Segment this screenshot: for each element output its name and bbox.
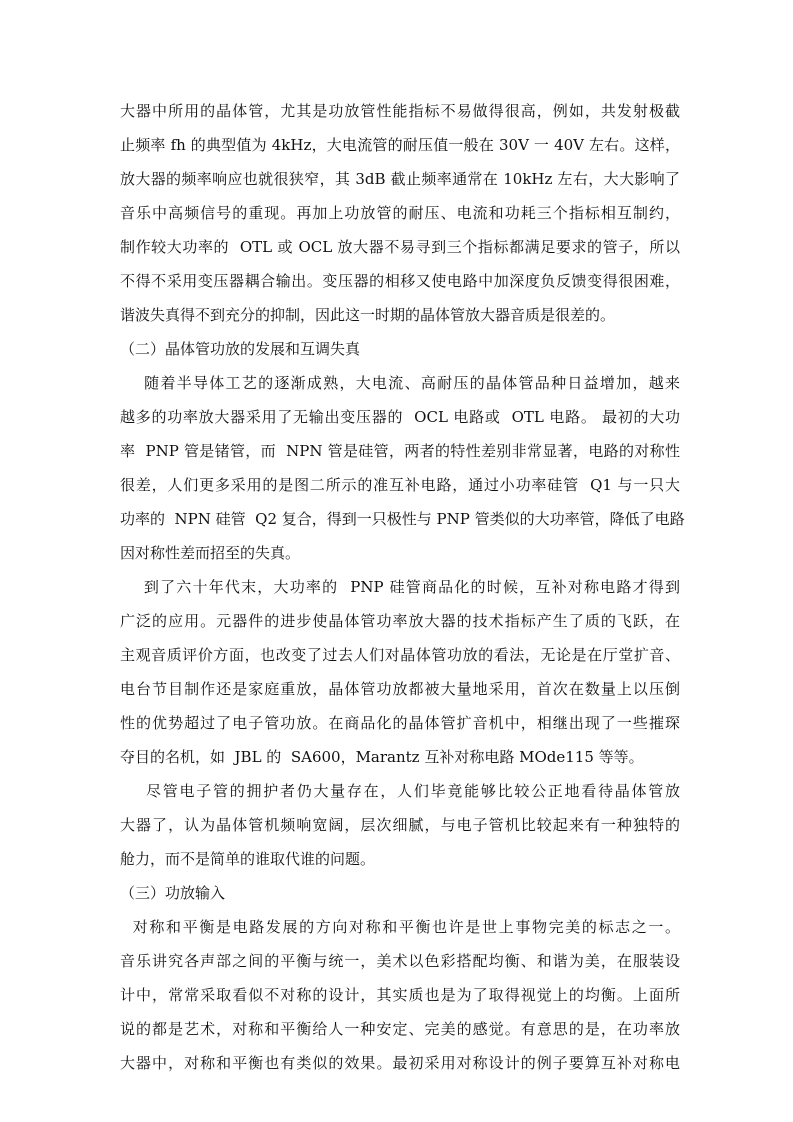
section-heading: （三）功放输入 xyxy=(120,884,226,902)
paragraph-line: 大器了，认为晶体管机频响宽阔，层次细腻，与电子管机比较起来有一种独特的 xyxy=(120,816,680,834)
paragraph-line: 主观音质评价方面，也改变了过去人们对晶体管功放的看法，无论是在厅堂扩音、 xyxy=(120,646,680,664)
paragraph-line: 对称和平衡是电路发展的方向对称和平衡也许是世上事物完美的标志之一。 xyxy=(120,918,680,936)
paragraph-line: 广泛的应用。元器件的进步使晶体管功率放大器的技术指标产生了质的飞跃，在 xyxy=(120,612,680,630)
paragraph-line: 夺目的名机，如 JBL 的 SA600，Marantz 互补对称电路 MOde115 等等。 xyxy=(120,748,644,766)
paragraph-line: 很差，人们更多采用的是图二所示的准互补电路，通过小功率硅管 Q1 与一只大 xyxy=(120,476,680,494)
paragraph-line: 谐波失真得不到充分的抑制，因此这一时期的晶体管放大器音质是很差的。 xyxy=(120,306,616,324)
paragraph-line: 尽管电子管的拥护者仍大量存在，人们毕竟能够比较公正地看待晶体管放 xyxy=(120,782,680,800)
section-heading: （二）晶体管功放的发展和互调失真 xyxy=(120,340,361,358)
document-body xyxy=(120,94,685,1080)
paragraph-line: 制作较大功率的 OTL 或 OCL 放大器不易寻到三个指标都满足要求的管子，所以 xyxy=(120,238,680,256)
paragraph-line: 止频率 fh 的典型值为 4kHz，大电流管的耐压值一般在 30V 一 40V 左右。这样， xyxy=(120,136,680,154)
paragraph-line: 大器中所用的晶体管，尤其是功放管性能指标不易做得很高，例如，共发射极截 xyxy=(120,102,680,120)
paragraph-line: 因对称性差而招至的失真。 xyxy=(120,544,301,562)
paragraph-line: 计中，常常采取看似不对称的设计，其实质也是为了取得视觉上的均衡。上面所 xyxy=(120,986,680,1004)
paragraph-line: 音乐讲究各声部之间的平衡与统一，美术以色彩搭配均衡、和谐为美，在服装设 xyxy=(120,952,680,970)
paragraph-line: 功率的 NPN 硅管 Q2 复合，得到一只极性与 PNP 管类似的大功率管，降低了电路 xyxy=(120,510,685,528)
paragraph-line: 音乐中高频信号的重现。再加上功放管的耐压、电流和功耗三个指标相互制约， xyxy=(120,204,680,222)
paragraph-line: 到了六十年代末，大功率的 PNP 硅管商品化的时候，互补对称电路才得到 xyxy=(120,578,680,596)
paragraph-line: 大器中，对称和平衡也有类似的效果。最初采用对称设计的例子要算互补对称电 xyxy=(120,1054,680,1072)
paragraph-line: 率 PNP 管是锗管，而 NPN 管是硅管，两者的特性差别非常显著，电路的对称性 xyxy=(120,442,680,460)
paragraph-line: 越多的功率放大器采用了无输出变压器的 OCL 电路或 OTL 电路。 最初的大功 xyxy=(120,408,680,426)
paragraph-line: 不得不采用变压器耦合输出。变压器的相移又使电路中加深度负反馈变得很困难， xyxy=(120,272,680,290)
paragraph-line: 舱力，而不是简单的谁取代谁的问题。 xyxy=(120,850,376,868)
paragraph-line: 说的都是艺术，对称和平衡给人一种安定、完美的感觉。有意思的是，在功率放 xyxy=(120,1020,680,1038)
paragraph-line: 随着半导体工艺的逐渐成熟，大电流、高耐压的晶体管品种日益增加，越来 xyxy=(120,374,680,392)
paragraph-line: 性的优势超过了电子管功放。在商品化的晶体管扩音机中，相继出现了一些摧琛 xyxy=(120,714,680,732)
paragraph-line: 电台节目制作还是家庭重放，晶体管功放都被大量地采用，首次在数量上以压倒 xyxy=(120,680,680,698)
paragraph-line: 放大器的频率响应也就很狭窄，其 3dB 截止频率通常在 10kHz 左右，大大影响了 xyxy=(120,170,680,188)
